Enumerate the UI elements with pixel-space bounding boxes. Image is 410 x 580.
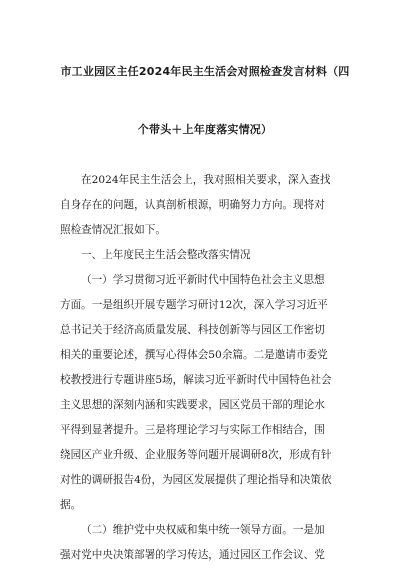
intro-paragraph [60,168,354,243]
paragraph-line: 平得到显著提升。三是将理论学习与实际工作相结合，围 [60,424,325,436]
paragraph-line: 总书记关于经济高质量发展、科技创新等与园区工作密切 [60,324,325,336]
paragraph-line: （一）学习贯彻习近平新时代中国特色社会主义思想 [81,274,325,286]
paragraph-line: 照检查情况汇报如下。 [60,224,166,236]
paragraph-line: 强对党中央决策部署的学习传达，通过园区工作会议、党 [60,549,325,561]
document-title-line-2: 个带头＋上年度落实情况） [137,123,273,136]
document-title-line-1: 市工业园区主任2024年民主生活会对照检查发言材料（四 [60,65,350,78]
subsection-1-paragraph [60,268,354,518]
paragraph-line: 校教授进行专题讲座5场，解读习近平新时代中国特色社会 [60,374,332,386]
paragraph-line: 对性的调研报告4份，为园区发展提供了理论指导和决策依 [60,474,332,486]
paragraph-line: 在2024年民主生活会上，我对照相关要求，深入查找 [81,174,331,186]
paragraph-line: 相关的重要论述，撰写心得体会50余篇。二是邀请市委党 [60,349,328,361]
paragraph-line: （二）维护党中央权威和集中统一领导方面。一是加 [81,524,325,536]
paragraph-line: 据。 [60,499,82,511]
paragraph-line: 绕园区产业升级、企业服务等问题开展调研8次，形成有针 [60,449,332,461]
paragraph-line: 主义思想的深刻内涵和实践要求，园区党员干部的理论水 [60,399,325,411]
paragraph-line: 自身存在的问题，认真剖析根源，明确努力方向。现将对 [60,199,325,211]
section-heading: 一、上年度民主生活会整改落实情况 [81,249,251,261]
paragraph-line: 方面。一是组织开展专题学习研讨12次，深入学习习近平 [60,299,328,311]
subsection-2-paragraph [60,518,354,568]
